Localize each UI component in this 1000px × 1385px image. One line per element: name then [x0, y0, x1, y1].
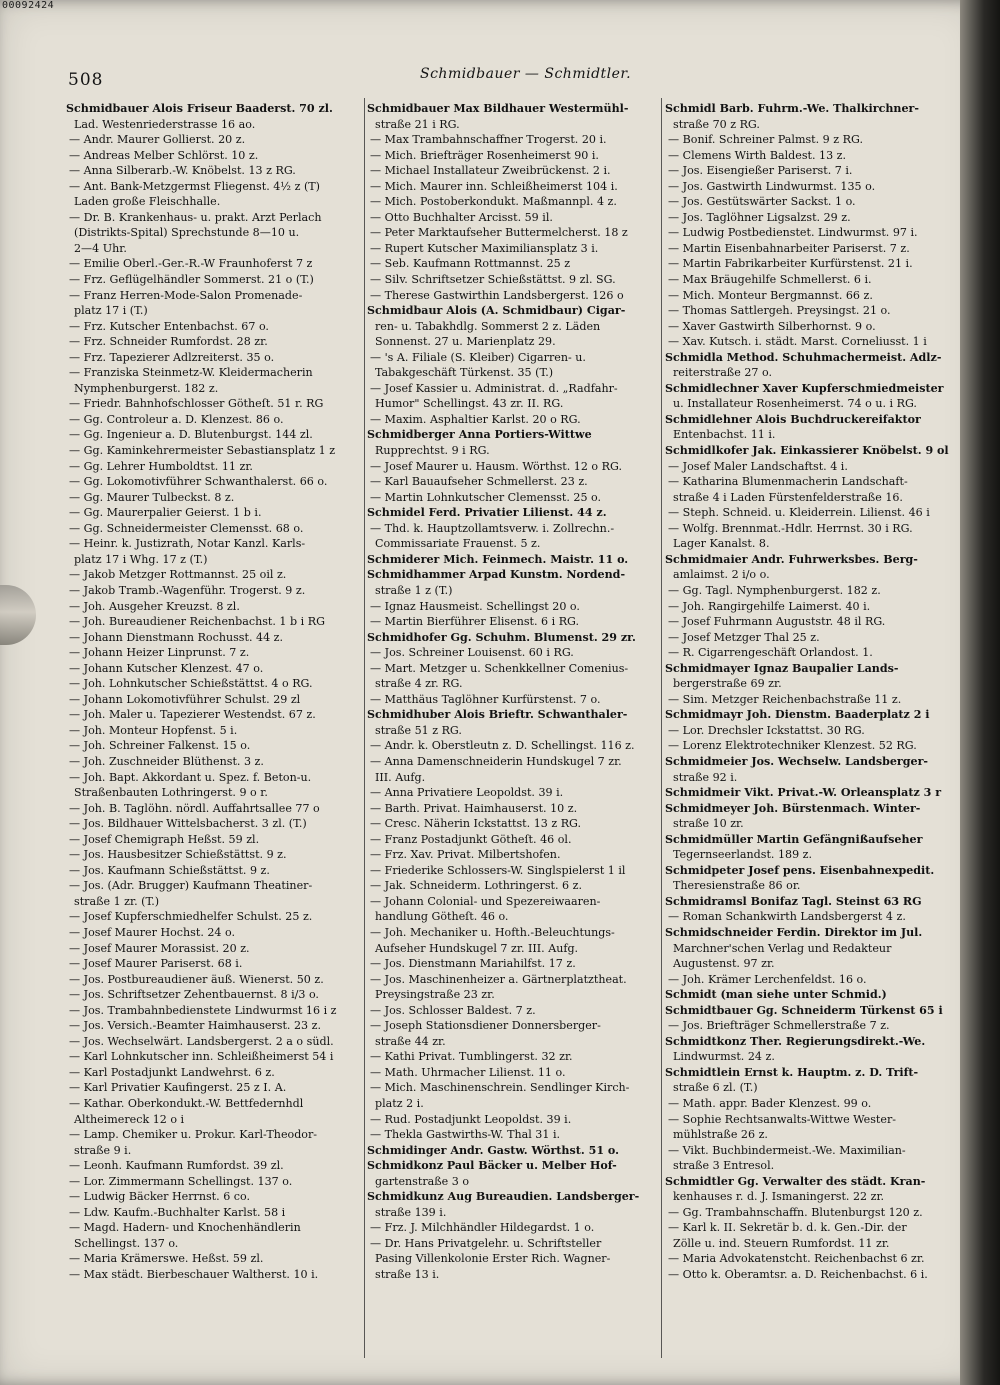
entry-line: — Anna Privatiere Leopoldst. 39 i. [370, 786, 564, 800]
entry-line: — Maria Krämerswe. Heßst. 59 zl. [69, 1252, 264, 1266]
entry-line: — Jos. Schreiner Louisenst. 60 i RG. [370, 646, 574, 660]
entry-line: — Mich. Maschinenschrein. Sendlinger Kirch- [370, 1081, 630, 1095]
entry-line: — Kathi Privat. Tumblingerst. 32 zr. [370, 1050, 573, 1064]
entry-line: — Joh. Bureaudiener Reichenbachst. 1 b i RG [69, 615, 325, 629]
entry-heading: Schmidlechner Xaver Kupferschmiedmeister [665, 381, 944, 395]
entry-line: — Johann Heizer Linprunst. 7 z. [69, 646, 250, 660]
entry-line: — Josef Maurer Morassist. 20 z. [69, 941, 250, 955]
entry-line: — Josef Fuhrmann Auguststr. 48 il RG. [668, 615, 886, 629]
entry-line: — Joh. Lohnkutscher Schießstättst. 4 o RG. [69, 677, 313, 691]
entry-line: — Peter Marktaufseher Buttermelcherst. 18 z [370, 226, 628, 240]
entry-line: 2—4 Uhr. [74, 241, 127, 255]
entry-line: gartenstraße 3 o [375, 1174, 470, 1188]
entry-line: — Johann Colonial- und Spezereiwaaren- [370, 894, 601, 908]
entry-line: — Katharina Blumenmacherin Landschaft- [668, 475, 908, 489]
entry-line: — Frz. Schneider Rumfordst. 28 zr. [69, 335, 268, 349]
entry-line: — Anna Damenschneiderin Hundskugel 7 zr. [370, 754, 622, 768]
entry-line: straße 4 zr. RG. [375, 677, 463, 691]
entry-heading: Schmidhuber Alois Brieftr. Schwanthaler- [367, 708, 628, 722]
entry-line: III. Aufg. [375, 770, 426, 784]
entry-line: — Lor. Zimmermann Schellingst. 137 o. [69, 1174, 293, 1188]
page-number: 508 [68, 70, 104, 90]
entry-line: — Heinr. k. Justizrath, Notar Kanzl. Karls- [69, 537, 306, 551]
entry-line: — Gg. Trambahnschaffn. Blutenburgst 120 z. [668, 1205, 923, 1219]
entry-line: — Seb. Kaufmann Rottmannst. 25 z [370, 257, 571, 271]
entry-line: Rupprechtst. 9 i RG. [375, 444, 490, 458]
entry-line: — Joh. Schreiner Falkenst. 15 o. [69, 739, 251, 753]
entry-line: — Karl Postadjunkt Landwehrst. 6 z. [69, 1065, 275, 1079]
entry-line: — 's A. Filiale (S. Kleiber) Cigarren- u. [370, 350, 586, 364]
entry-line: — Gg. Tagl. Nymphenburgerst. 182 z. [668, 583, 881, 597]
entry-line: — Wolfg. Brennmat.-Hdlr. Herrnst. 30 i RG. [668, 521, 913, 535]
entry-heading: Schmidhofer Gg. Schuhm. Blumenst. 29 zr. [367, 630, 636, 644]
entry-line: u. Installateur Rosenheimerst. 74 o u. i RG. [673, 397, 917, 411]
entry-line: — Martin Lohnkutscher Clemensst. 25 o. [370, 490, 602, 504]
column-divider [661, 98, 662, 1358]
entry-line: Tegernseerlandst. 189 z. [673, 848, 813, 862]
entry-line: — Lorenz Elektrotechniker Klenzest. 52 RG. [668, 739, 917, 753]
entry-line: — Magd. Hadern- und Knochenhändlerin [69, 1221, 301, 1235]
entry-line: — Joh. Mechaniker u. Hofth.-Beleuchtungs- [370, 925, 615, 939]
entry-line: — Gg. Kaminkehrermeister Sebastiansplatz 1 z [69, 444, 336, 458]
entry-line: platz 17 i (T.) [74, 304, 148, 318]
entry-line: — Josef Chemigraph Heßst. 59 zl. [69, 832, 260, 846]
entry-line: — Sophie Rechtsanwalts-Wittwe Wester- [668, 1112, 897, 1126]
entry-line: — Matthäus Taglöhner Kurfürstenst. 7 o. [370, 692, 601, 706]
entry-line: — Jos. Wechselwärt. Landsbergerst. 2 a o südl. [69, 1034, 334, 1048]
entry-heading: Schmidt (man siehe unter Schmid.) [665, 988, 887, 1002]
entry-line: — Josef Metzger Thal 25 z. [668, 630, 820, 644]
entry-heading: Schmidtkonz Ther. Regierungsdirekt.-We. [665, 1034, 926, 1048]
entry-line: Laden große Fleischhalle. [74, 195, 221, 209]
entry-line: — Mich. Monteur Bergmannst. 66 z. [668, 288, 873, 302]
entry-line: ren- u. Tabakhdlg. Sommerst 2 z. Läden [375, 319, 601, 333]
entry-heading: Schmidramsl Bonifaz Tagl. Steinst 63 RG [665, 894, 922, 908]
entry-line: — Frz. Tapezierer Adlzreiterst. 35 o. [69, 350, 275, 364]
entry-line: — Gg. Maurer Tulbeckst. 8 z. [69, 490, 235, 504]
entry-line: — Friedr. Bahnhofschlosser Götheſt. 51 r. RG [69, 397, 324, 411]
entry-line: — Barth. Privat. Haimhauserst. 10 z. [370, 801, 578, 815]
entry-line: — Lor. Drechsler Ickstattst. 30 RG. [668, 723, 865, 737]
entry-line: straße 9 i. [74, 1143, 132, 1157]
entry-line: — Gg. Lehrer Humboldtst. 11 zr. [69, 459, 253, 473]
entry-line: Schellingst. 137 o. [74, 1236, 179, 1250]
entry-line: — Mich. Postoberkondukt. Maßmannpl. 4 z. [370, 195, 617, 209]
entry-line: — Friederike Schlossers-W. Singlspielerst 1 il [370, 863, 626, 877]
entry-line: — Ignaz Hausmeist. Schellingst 20 o. [370, 599, 580, 613]
entry-line: — Max städt. Bierbeschauer Waltherst. 10 i. [69, 1268, 319, 1282]
entry-line: handlung Götheſt. 46 o. [375, 910, 509, 924]
entry-line: — Emilie Oberl.-Ger.-R.-W Fraunhoferst 7 z [69, 257, 313, 271]
entry-line: straße 3 Entresol. [673, 1159, 775, 1173]
entry-line: Straßenbauten Lothringerst. 9 o r. [74, 786, 268, 800]
entry-line: — Mart. Metzger u. Schenkkellner Comenius- [370, 661, 629, 675]
entry-line: amlaimst. 2 i/o o. [673, 568, 770, 582]
entry-line: — Max Bräugehilfe Schmellerst. 6 i. [668, 273, 872, 287]
entry-line: — Joseph Stationsdiener Donnersberger- [370, 1019, 601, 1033]
entry-line: — Joh. B. Taglöhn. nördl. Auffahrtsallee 77 o [69, 801, 320, 815]
entry-heading: Schmidtbauer Gg. Schneiderm Türkenst 65 i [665, 1003, 943, 1017]
entry-line: — Jos. Schlosser Baldest. 7 z. [370, 1003, 536, 1017]
column-right [665, 101, 955, 1371]
entry-line: — Mich. Briefträger Rosenheimerst 90 i. [370, 148, 599, 162]
entry-heading: Schmidmayr Joh. Dienstm. Baaderplatz 2 i [665, 708, 930, 722]
entry-line: — Gg. Controleur a. D. Klenzest. 86 o. [69, 412, 284, 426]
entry-line: Humor" Schellingst. 43 zr. II. RG. [375, 397, 564, 411]
entry-line: Lindwurmst. 24 z. [673, 1050, 775, 1064]
entry-line: — Josef Maurer Pariserst. 68 i. [69, 957, 243, 971]
entry-heading: Schmidbaur Alois (A. Schmidbaur) Cigar- [367, 304, 626, 318]
entry-line: Commissariate Frauenst. 5 z. [375, 537, 541, 551]
entry-line: — Karl Privatier Kaufingerst. 25 z I. A. [69, 1081, 287, 1095]
entry-line: — Karl Lohnkutscher inn. Schleißheimerst 54 i [69, 1050, 334, 1064]
entry-heading: Schmidlehner Alois Buchdruckereifaktor [665, 412, 921, 426]
entry-heading: Schmidmeir Vikt. Privat.-W. Orleansplatz 3 r [665, 786, 942, 800]
entry-line: — Jos. Schriftsetzer Zehentbauernst. 8 i/3 o. [69, 988, 319, 1002]
entry-line: straße 13 i. [375, 1268, 440, 1282]
entry-line: — Frz. Kutscher Entenbachst. 67 o. [69, 319, 269, 333]
entry-line: — Clemens Wirth Baldest. 13 z. [668, 148, 847, 162]
entry-line: — R. Cigarrengeschäft Orlandost. 1. [668, 646, 873, 660]
entry-line: — Jak. Schneiderm. Lothringerst. 6 z. [370, 879, 582, 893]
entry-line: — Dr. B. Krankenhaus- u. prakt. Arzt Perlach [69, 210, 322, 224]
entry-line: — Joh. Zuschneider Blüthenst. 3 z. [69, 754, 264, 768]
entry-line: — Thd. k. Hauptzollamtsverw. i. Zollrechn.- [370, 521, 615, 535]
entry-line: — Andreas Melber Schlörst. 10 z. [69, 148, 259, 162]
entry-line: — Jos. Kaufmann Schießstättst. 9 z. [69, 863, 270, 877]
entry-line: — Rud. Postadjunkt Leopoldst. 39 i. [370, 1112, 572, 1126]
entry-heading: Schmidmeier Jos. Wechselw. Landsberger- [665, 754, 929, 768]
entry-line: straße 4 i Laden Fürstenfelderstraße 16. [673, 490, 903, 504]
entry-line: platz 17 i Whg. 17 z (T.) [74, 552, 208, 566]
entry-line: — Joh. Monteur Hopfenst. 5 i. [69, 723, 238, 737]
entry-heading: Schmiderer Mich. Feinmech. Maistr. 11 o. [367, 552, 629, 566]
entry-line: — Otto k. Oberamtsr. a. D. Reichenbachst. 6 i. [668, 1268, 928, 1282]
entry-line: — Math. appr. Bader Klenzest. 99 o. [668, 1097, 872, 1110]
entry-line: — Franz Postadjunkt Götheſt. 46 ol. [370, 832, 572, 846]
entry-line: — Sim. Metzger Reichenbachstraße 11 z. [668, 692, 902, 706]
entry-heading: Schmidtlein Ernst k. Hauptm. z. D. Trift- [665, 1065, 919, 1079]
entry-line: — Max Trambahnschaffner Trogerst. 20 i. [370, 133, 607, 147]
entry-line: — Karl k. II. Sekretär b. d. k. Gen.-Dir. der [668, 1221, 907, 1235]
entry-line: Aufseher Hundskugel 7 zr. III. Aufg. [375, 941, 579, 955]
entry-line: — Jos. (Adr. Brugger) Kaufmann Theatiner- [69, 879, 313, 893]
entry-line: — Johann Kutscher Klenzest. 47 o. [69, 661, 264, 675]
entry-line: — Josef Kassier u. Administrat. d. „Radfahr- [370, 381, 618, 395]
entry-line: — Leonh. Kaufmann Rumfordst. 39 zl. [69, 1159, 284, 1173]
entry-line: — Ldw. Kaufm.-Buchhalter Karlst. 58 i [69, 1205, 286, 1219]
entry-line: — Jos. Versich.-Beamter Haimhauserst. 23 z. [69, 1019, 321, 1033]
entry-line: — Dr. Hans Privatgelehr. u. Schriftsteller [370, 1236, 602, 1250]
entry-line: — Otto Buchhalter Arcisst. 59 il. [370, 210, 553, 224]
entry-heading: Schmidmeyer Joh. Bürstenmach. Winter- [665, 801, 921, 815]
entry-heading: Schmidlkofer Jak. Einkassierer Knöbelst. 9 ol [665, 444, 949, 458]
entry-line: straße 6 zl. (T.) [673, 1081, 758, 1095]
entry-line: Marchner'schen Verlag und Redakteur [673, 941, 892, 955]
entry-line: — Jos. Gestütswärter Sackst. 1 o. [668, 195, 856, 209]
entry-line: Theresienstraße 86 or. [673, 879, 801, 893]
entry-line: Altheimereck 12 o i [74, 1112, 185, 1126]
entry-line: — Cresc. Näherin Ickstattst. 13 z RG. [370, 817, 582, 831]
entry-line: — Anna Silberarb.-W. Knöbelst. 13 z RG. [69, 164, 296, 178]
entry-line: Preysingstraße 23 zr. [375, 988, 495, 1002]
entry-line: — Ant. Bank-Metzgermst Fliegenst. 4½ z (T) [69, 179, 321, 193]
entry-line: — Franziska Steinmetz-W. Kleidermacherin [69, 366, 313, 380]
entry-line: — Frz. Xav. Privat. Milbertshofen. [370, 848, 561, 862]
entry-heading: Schmidpeter Josef pens. Eisenbahnexpedit. [665, 863, 935, 877]
entry-line: — Rupert Kutscher Maximiliansplatz 3 i. [370, 241, 599, 255]
entry-line: — Silv. Schriftsetzer Schießstättst. 9 zl. SG. [370, 273, 616, 287]
entry-line: — Josef Kupferschmiedhelfer Schulst. 25 z. [69, 910, 313, 924]
entry-line: — Lamp. Chemiker u. Prokur. Karl-Theodor- [69, 1128, 318, 1142]
entry-heading: Schmidel Ferd. Privatier Lilienst. 44 z. [367, 506, 607, 520]
entry-line: — Gg. Ingenieur a. D. Blutenburgst. 144 zl. [69, 428, 313, 442]
entry-heading: Schmidbauer Max Bildhauer Westermühl- [367, 102, 629, 115]
entry-line: (Distrikts-Spital) Sprechstunde 8—10 u. [74, 226, 300, 240]
entry-heading: Schmidmaier Andr. Fuhrwerksbes. Berg- [665, 552, 918, 566]
entry-line: — Martin Bierführer Elisenst. 6 i RG. [370, 615, 580, 629]
column-left [66, 101, 362, 1371]
entry-line: Nymphenburgerst. 182 z. [74, 381, 219, 395]
entry-line: — Jos. Trambahnbedienstete Lindwurmst 16 i z [69, 1003, 337, 1017]
entry-line: — Joh. Krämer Lerchenfeldst. 16 o. [668, 972, 867, 986]
entry-heading: Schmidschneider Ferdin. Direktor im Jul. [665, 925, 923, 939]
entry-line: — Roman Schankwirth Landsbergerst 4 z. [668, 910, 906, 924]
entry-line: — Jos. Eisengießer Pariserst. 7 i. [668, 164, 853, 178]
column-middle [367, 101, 657, 1371]
entry-line: — Jos. Gastwirth Lindwurmst. 135 o. [668, 179, 876, 193]
entry-line: — Michael Installateur Zweibrückenst. 2 i. [370, 164, 611, 178]
entry-line: — Math. Uhrmacher Lilienst. 11 o. [370, 1065, 566, 1079]
entry-heading: Schmidberger Anna Portiers-Wittwe [367, 428, 592, 442]
entry-line: Lager Kanalst. 8. [673, 537, 770, 551]
entry-line: — Kathar. Oberkondukt.-W. Bettfedernhdl [69, 1097, 304, 1110]
entry-line: straße 10 zr. [673, 817, 744, 831]
entry-line: platz 2 i. [375, 1097, 424, 1110]
entry-line: — Jakob Tramb.-Wagenführ. Trogerst. 9 z. [69, 583, 306, 597]
entry-line: straße 21 i RG. [375, 117, 460, 131]
entry-line: — Mich. Maurer inn. Schleißheimerst 104 i. [370, 179, 618, 193]
entry-heading: Schmidkonz Paul Bäcker u. Melber Hof- [367, 1159, 617, 1173]
entry-line: — Jos. Maschinenheizer a. Gärtnerplatztheat. [370, 972, 627, 986]
entry-line: Augustenst. 97 zr. [673, 957, 775, 971]
column-divider [364, 98, 365, 1358]
entry-heading: Schmidmayer Ignaz Baupalier Lands- [665, 661, 899, 675]
entry-line: — Bonif. Schreiner Palmst. 9 z RG. [668, 133, 863, 147]
entry-line: — Franz Herren-Mode-Salon Promenade- [69, 288, 303, 302]
entry-heading: Schmidinger Andr. Gastw. Wörthst. 51 o. [367, 1143, 619, 1157]
entry-line: Lad. Westenriederstrasse 16 ao. [74, 117, 256, 131]
entry-line: straße 1 zr. (T.) [74, 894, 160, 908]
entry-line: — Martin Fabrikarbeiter Kurfürstenst. 21 i. [668, 257, 913, 271]
entry-line: straße 92 i. [673, 770, 738, 784]
entry-line: straße 51 z RG. [375, 723, 462, 737]
entry-heading: Schmidla Method. Schuhmachermeist. Adlz- [665, 350, 942, 364]
entry-line: reiterstraße 27 o. [673, 366, 772, 380]
entry-line: — Theklа Gastwirths-W. Thal 31 i. [370, 1128, 561, 1142]
entry-line: — Thomas Sattlergeh. Preysingst. 21 o. [668, 304, 891, 318]
reference-number: 00092424 [2, 0, 55, 11]
entry-line: — Jos. Bildhauer Wittelsbacherst. 3 zl. (T.) [69, 817, 307, 831]
entry-line: — Xav. Kutsch. i. städt. Marst. Corneliusst. 1 i [668, 335, 927, 349]
entry-line: — Jos. Postbureaudiener äuß. Wienerst. 50 z. [69, 972, 324, 986]
entry-line: straße 139 i. [375, 1205, 447, 1219]
entry-line: — Josef Maurer u. Hausm. Wörthst. 12 o RG. [370, 459, 622, 473]
entry-line: — Martin Eisenbahnarbeiter Pariserst. 7 z. [668, 241, 910, 255]
entry-line: — Karl Bauaufseher Schmellerst. 23 z. [370, 475, 588, 489]
entry-heading: Schmidmüller Martin Gefängnißaufseher [665, 832, 923, 846]
entry-line: — Jakob Metzger Rottmannst. 25 oil z. [69, 568, 287, 582]
entry-line: — Frz. Geflügelhändler Sommerst. 21 o (T.) [69, 273, 314, 287]
entry-line: bergerstraße 69 zr. [673, 677, 782, 691]
entry-line: straße 1 z (T.) [375, 583, 453, 597]
entry-line: — Jos. Briefträger Schmellerstraße 7 z. [668, 1019, 890, 1033]
entry-line: straße 44 zr. [375, 1034, 446, 1048]
entry-line: Zölle u. ind. Steuern Rumfordst. 11 zr. [673, 1236, 890, 1250]
entry-heading: Schmidkunz Aug Bureaudien. Landsberger- [367, 1190, 640, 1204]
entry-line: — Vikt. Buchbindermeist.-We. Maximilian- [668, 1143, 906, 1157]
entry-line: — Joh. Maler u. Tapezierer Westendst. 67 z. [69, 708, 316, 722]
book-gutter-shadow [960, 0, 1000, 1385]
entry-heading: Schmidtler Gg. Verwalter des städt. Kran- [665, 1174, 926, 1188]
entry-line: — Joh. Ausgeher Kreuzst. 8 zl. [69, 599, 240, 613]
entry-line: — Maxim. Asphaltier Karlst. 20 o RG. [370, 412, 581, 426]
entry-line: — Jos. Taglöhner Ligsalzst. 29 z. [668, 210, 851, 224]
entry-line: — Gg. Maurerpalier Geierst. 1 b i. [69, 506, 262, 520]
entry-line: — Gg. Schneidermeister Clemensst. 68 o. [69, 521, 304, 535]
entry-line: — Andr. k. Oberstleutn z. D. Schellingst. 116 z. [370, 739, 635, 753]
entry-line: — Josef Maurer Hochst. 24 o. [69, 925, 236, 939]
entry-line: Entenbachst. 11 i. [673, 428, 776, 442]
entry-heading: Schmidhammer Arpad Kunstm. Nordend- [367, 568, 626, 582]
entry-line: — Ludwig Bäcker Herrnst. 6 co. [69, 1190, 251, 1204]
entry-line: — Joh. Bapt. Akkordant u. Spez. f. Beton-u. [69, 770, 312, 784]
entry-heading: Schmidl Barb. Fuhrm.-We. Thalkirchner- [665, 102, 919, 115]
entry-line: — Ludwig Postbedienstet. Lindwurmst. 97 i. [668, 226, 918, 240]
entry-line: — Frz. J. Milchhändler Hildegardst. 1 o. [370, 1221, 595, 1235]
running-head: Schmidbauer — Schmidtler. [420, 66, 632, 82]
entry-line: — Maria Advokatenstcht. Reichenbachst 6 zr. [668, 1252, 925, 1266]
entry-line: — Andr. Maurer Gollierst. 20 z. [69, 133, 246, 147]
entry-line: Pasing Villenkolonie Erster Rich. Wagner- [375, 1252, 611, 1266]
entry-line: — Johann Dienstmann Rochusst. 44 z. [69, 630, 284, 644]
entry-line: kenhauses r. d. J. Ismaningerst. 22 zr. [673, 1190, 885, 1204]
entry-line: — Jos. Dienstmann Mariahilfst. 17 z. [370, 957, 576, 971]
entry-line: mühlstraße 26 z. [673, 1128, 768, 1142]
entry-heading: Schmidbauer Alois Friseur Baaderst. 70 zl. [66, 102, 333, 115]
entry-line: — Xaver Gastwirth Silberhornst. 9 o. [668, 319, 876, 333]
entry-line: — Therese Gastwirthin Landsbergerst. 126 o [370, 288, 624, 302]
entry-line: straße 70 z RG. [673, 117, 760, 131]
entry-line: — Jos. Hausbesitzer Schießstättst. 9 z. [69, 848, 287, 862]
entry-line: — Joh. Rangirgehilfe Laimerst. 40 i. [668, 599, 871, 613]
entry-line: Tabakgeschäft Türkenst. 35 (T.) [375, 366, 554, 380]
entry-line: Sonnenst. 27 u. Marienplatz 29. [375, 335, 556, 349]
entry-line: — Gg. Lokomotivführer Schwanthalerst. 66 o. [69, 475, 328, 489]
entry-line: — Steph. Schneid. u. Kleiderrein. Lilienst. 46 i [668, 506, 930, 520]
entry-line: — Johann Lokomotivführer Schulst. 29 zl [69, 692, 301, 706]
entry-line: — Josef Maler Landschaftst. 4 i. [668, 459, 848, 473]
